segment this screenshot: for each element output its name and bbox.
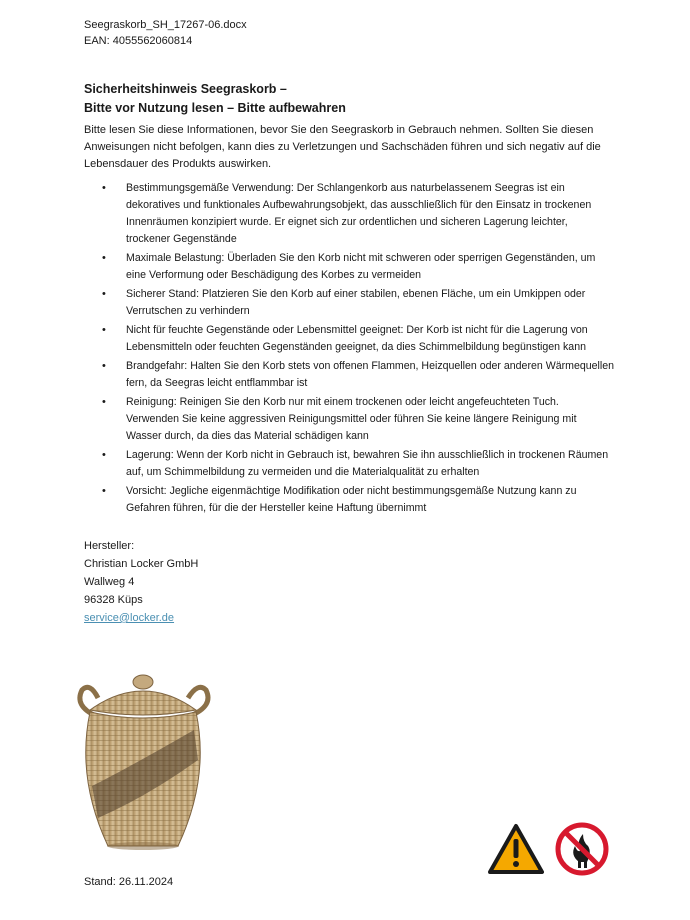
basket-base — [107, 842, 179, 850]
basket-lid — [90, 691, 196, 715]
basket-product-image — [68, 668, 218, 853]
note-text: Reinigung: Reinigen Sie den Korb nur mit einem trockenen oder leicht angefeuchteten Tuch. Verwenden Sie keine aggressiven Reinigungsmittel oder führen Sie keine längere Reinigung mit Wasser durch, da dies das Material schädigen kann — [126, 396, 577, 442]
file-name: Seegraskorb_SH_17267-06.docx — [84, 19, 247, 31]
bullet-icon: • — [102, 396, 106, 408]
list-item — [84, 250, 614, 284]
manufacturer-street: Wallweg 4 — [84, 576, 135, 588]
bullet-icon: • — [102, 182, 106, 194]
note-text: Vorsicht: Jegliche eigenmächtige Modifikation oder nicht bestimmungsgemäße Nutzung kann zu Gefahren führen, für die der Hersteller keine Haftung übernimmt — [126, 485, 577, 514]
email-link[interactable]: service@locker.de — [84, 612, 175, 624]
manufacturer-block — [84, 537, 198, 627]
title-line-1: Sicherheitshinweis Seegraskorb – — [84, 82, 287, 96]
bullet-icon: • — [102, 360, 106, 372]
ean-code: EAN: 4055562060814 — [84, 35, 193, 47]
intro-paragraph: Bitte lesen Sie diese Informationen, bevor Sie den Seegraskorb in Gebrauch nehmen. Sollten Sie diesen Anweisungen nicht befolgen, kann dies zu Verletzungen und Sachschäden führen und sich negativ auf die Lebensdauer des Produkts auswirken. — [84, 124, 601, 170]
list-item — [84, 394, 614, 445]
lid-knob — [133, 675, 153, 689]
note-text: Nicht für feuchte Gegenstände oder Lebensmittel geeignet: Der Korb ist nicht für die Lagerung von Lebensmitteln oder feuchten Gegenständen geeignet, da dies Schimmelbildung begünstigen kann — [126, 324, 588, 353]
warning-triangle-icon — [488, 823, 544, 875]
right-handle — [188, 687, 208, 716]
list-item — [84, 322, 614, 356]
left-handle — [80, 687, 98, 716]
list-item — [84, 483, 614, 517]
bullet-icon: • — [102, 324, 106, 336]
safety-notes-list — [84, 180, 614, 519]
no-open-flame-icon — [555, 822, 609, 876]
document-footer — [84, 874, 173, 890]
list-item — [84, 447, 614, 481]
title-line-2: Bitte vor Nutzung lesen – Bitte aufbewahren — [84, 101, 346, 115]
manufacturer-company: Christian Locker GmbH — [84, 558, 199, 570]
revision-date: Stand: 26.11.2024 — [84, 876, 174, 888]
list-item — [84, 180, 614, 248]
list-item — [84, 358, 614, 392]
document-header — [84, 17, 247, 49]
document-title — [84, 80, 346, 118]
list-item — [84, 286, 614, 320]
note-text: Brandgefahr: Halten Sie den Korb stets von offenen Flammen, Heizquellen oder anderen Wärmequellen fern, da Seegras leicht entflammbar ist — [126, 360, 614, 389]
note-text: Sicherer Stand: Platzieren Sie den Korb auf einer stabilen, ebenen Fläche, um ein Umkippen oder Verrutschen zu verhindern — [126, 288, 586, 317]
manufacturer-label: Hersteller: — [84, 540, 135, 552]
note-text: Bestimmungsgemäße Verwendung: Der Schlangenkorb aus naturbelassenem Seegras ist ein dekoratives und funktionales Aufbewahrungsobjekt, das ausschließlich für den Einsatz in trockenen Innenräumen konzipiert wurde. Er eignet sich zur ordentlichen und sicheren Lagerung leichter, trockener Gegenstände — [126, 182, 592, 245]
bullet-icon: • — [102, 252, 106, 264]
note-text: Lagerung: Wenn der Korb nicht in Gebrauch ist, bewahren Sie ihn ausschließlich in trockenen Räumen auf, um Schimmelbildung zu vermeiden und die Materialqualität zu erhalten — [126, 449, 609, 478]
manufacturer-city: 96328 Küps — [84, 594, 143, 606]
bullet-icon: • — [102, 485, 106, 497]
bullet-icon: • — [102, 288, 106, 300]
bullet-icon: • — [102, 449, 106, 461]
note-text: Maximale Belastung: Überladen Sie den Korb nicht mit schweren oder sperrigen Gegenständen, um eine Verformung oder Beschädigung des Korbes zu vermeiden — [126, 252, 596, 281]
